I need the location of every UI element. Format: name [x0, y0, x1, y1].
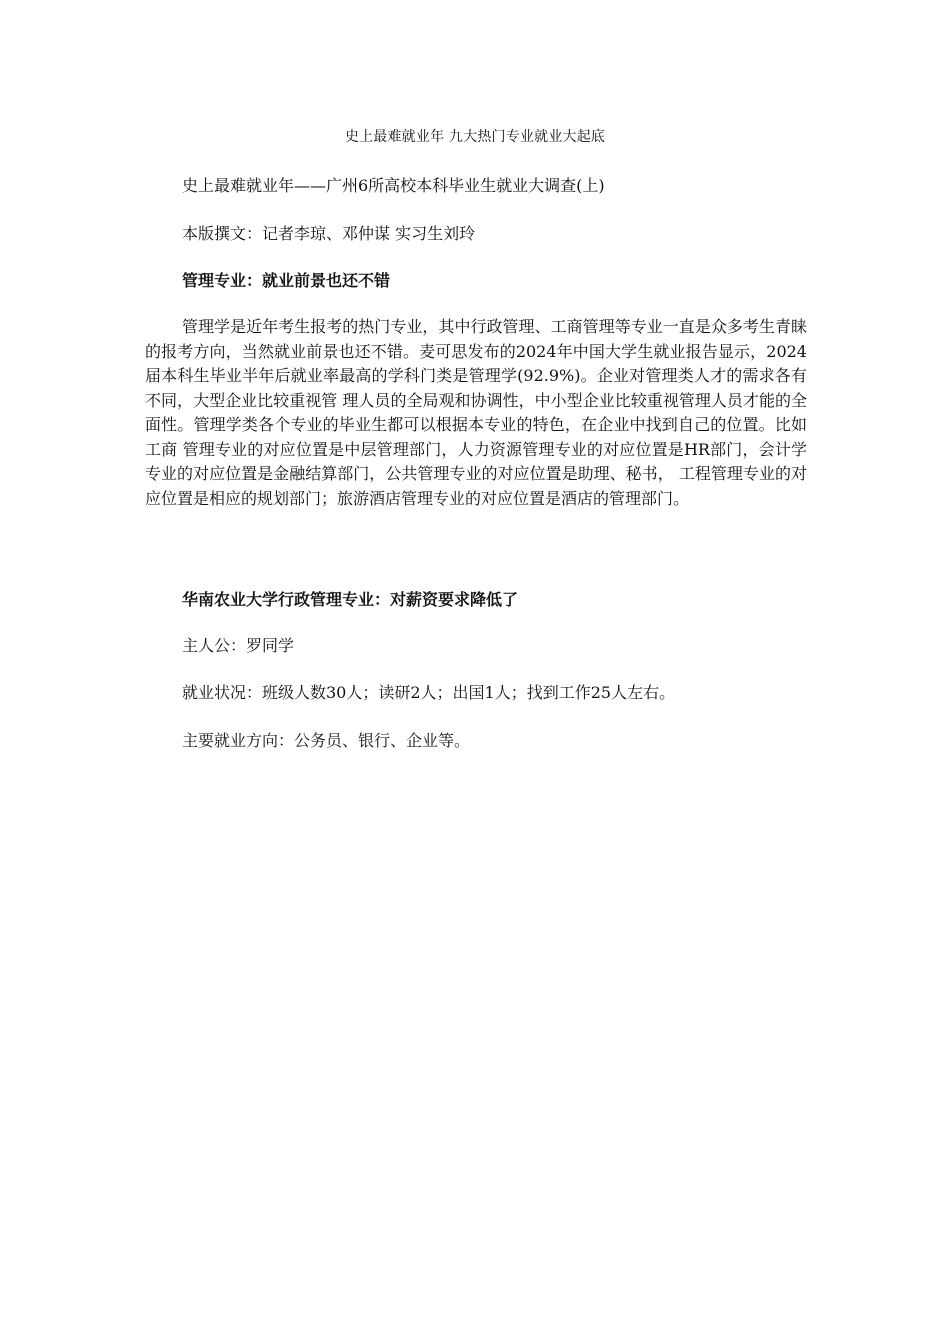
article-subtitle: 史上最难就业年——广州6所高校本科毕业生就业大调查(上)	[182, 176, 605, 195]
section-heading-management: 管理专业：就业前景也还不错	[182, 271, 391, 290]
section-employment-status: 就业状况：班级人数30人；读研2人；出国1人；找到工作25人左右。	[182, 683, 676, 702]
document-title: 史上最难就业年 九大热门专业就业大起底	[344, 129, 606, 145]
section-heading-scau: 华南农业大学行政管理专业：对薪资要求降低了	[182, 590, 519, 609]
section-body-management: 管理学是近年考生报考的热门专业，其中行政管理、工商管理等专业一直是众多考生青睐的报考方向，当然就业前景也还不错。麦可思发布的2024年中国大学生就业报告显示，2024届本科生毕业半年后就业率最高的学科门类是管理学(92.9%)。企业对管理类人才的需求各有不同，大型企业比较重视管 理人员的全局观和协调性，中小型企业比较重视管理人员才能的全面性。管理学类各个专业的毕业生都可以根据本专业的特色，在企业中找到自己的位置。比如工商 管理专业的对应位置是中层管理部门，人力资源管理专业的对应位置是HR部门，会计学专业的对应位置是金融结算部门，公共管理专业的对应位置是助理、秘书， 工程管理专业的对应位置是相应的规划部门；旅游酒店管理专业的对应位置是酒店的管理部门。	[145, 317, 807, 508]
section-protagonist: 主人公：罗同学	[182, 636, 295, 655]
section-employment-direction: 主要就业方向：公务员、银行、企业等。	[182, 731, 471, 750]
article-byline: 本版撰文：记者李琼、邓仲谋 实习生刘玲	[182, 224, 476, 243]
